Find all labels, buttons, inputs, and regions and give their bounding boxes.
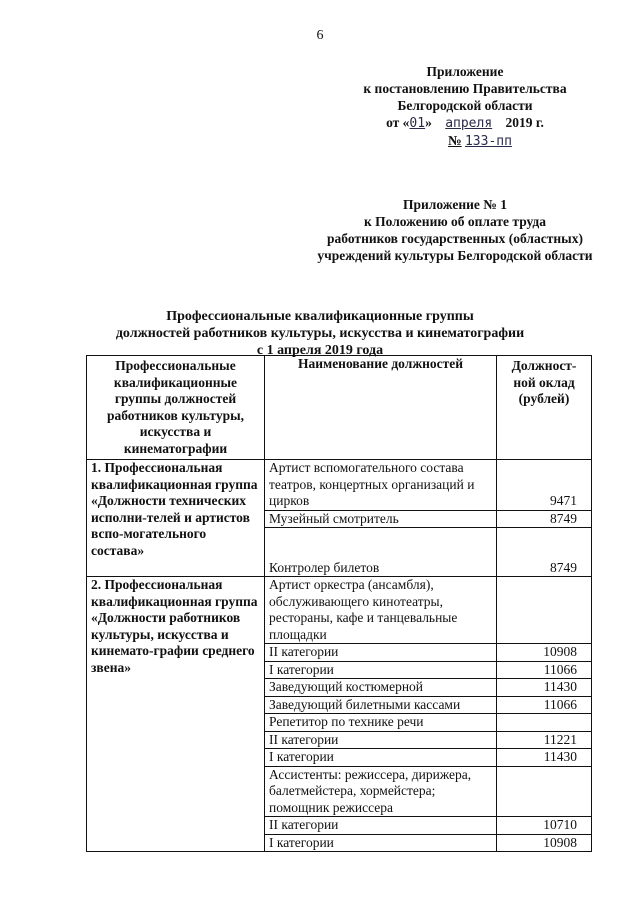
title-line-2: должностей работников культуры, искусства и кинематографии (115, 326, 525, 341)
salary-cell (497, 577, 592, 644)
table-row (87, 577, 592, 644)
salary-cell: 11430 (497, 749, 592, 767)
salary-cell (497, 714, 592, 732)
salary-cell: 11430 (497, 679, 592, 697)
position-cell: II категории (265, 731, 497, 749)
salary-cell: 8749 (497, 510, 592, 528)
number-prefix: № (448, 133, 462, 148)
position-cell: II категории (265, 644, 497, 662)
salary-cell: 10908 (497, 834, 592, 852)
salary-cell: 10710 (497, 817, 592, 835)
salary-cell: 11221 (497, 731, 592, 749)
annex-1-workers: работников государственных (областных) (327, 231, 583, 246)
page-number: 6 (316, 28, 324, 43)
title-line-3: с 1 апреля 2019 года (256, 343, 384, 358)
annex-1-title: Приложение № 1 (403, 197, 507, 212)
salary-cell: 11066 (497, 696, 592, 714)
annex-top-ref: к постановлению Правительства (363, 81, 567, 96)
position-cell: I категории (265, 661, 497, 679)
header-groups: Профессиональные квалификационные группы должностей работников культуры, искусства и кинематографии (87, 356, 265, 460)
table-header-row (87, 356, 592, 460)
date-year: 2019 г. (505, 115, 544, 130)
salary-cell: 11066 (497, 661, 592, 679)
position-cell: Артист оркестра (ансамбля), обслуживающего кинотеатры, рестораны, кафе и танцевальные площадки (265, 577, 497, 644)
header-positions: Наименование должностей (265, 356, 497, 460)
group-1-name: 1. Профессиональная квалификационная группа «Должности технических исполни-телей и артистов вспо-могательного состава» (87, 460, 265, 577)
annex-1-institutions: учреждений культуры Белгородской области (317, 248, 593, 263)
annex-top-date (330, 114, 600, 132)
position-cell: Контролер билетов (265, 528, 497, 577)
annex-top-title: Приложение (426, 64, 504, 79)
position-cell: I категории (265, 834, 497, 852)
table-row (87, 460, 592, 511)
date-mid: » (425, 115, 432, 130)
group-2-name: 2. Профессиональная квалификационная группа «Должности работников культуры, искусства и кинемато-графии среднего звена» (87, 577, 265, 852)
date-month: апреля (445, 116, 493, 131)
salary-cell: 9471 (497, 460, 592, 511)
annex-top-block (330, 63, 600, 150)
annex-1-ref: к Положению об оплате труда (363, 214, 547, 229)
document-title (0, 308, 640, 359)
annex-1-block (300, 196, 610, 264)
position-cell: I категории (265, 749, 497, 767)
position-cell: Заведующий билетными кассами (265, 696, 497, 714)
date-prefix: от « (386, 115, 410, 130)
header-salary: Должност-ной оклад (рублей) (497, 356, 592, 460)
date-day: 01 (409, 116, 426, 131)
annex-top-region: Белгородской области (397, 98, 533, 113)
title-line-1: Профессиональные квалификационные группы (166, 309, 474, 324)
position-cell: Ассистенты: режиссера, дирижера, балетмейстера, хормейстера; помощник режиссера (265, 766, 497, 817)
position-cell: Заведующий костюмерной (265, 679, 497, 697)
salary-cell: 10908 (497, 644, 592, 662)
salary-table (86, 355, 592, 852)
position-cell: Музейный смотритель (265, 510, 497, 528)
salary-cell: 8749 (497, 528, 592, 577)
salary-cell (497, 766, 592, 817)
position-cell: Репетитор по технике речи (265, 714, 497, 732)
number-value: 133-пп (464, 134, 512, 149)
annex-top-number (360, 132, 600, 150)
position-cell: II категории (265, 817, 497, 835)
position-cell: Артист вспомогательного состава театров, концертных организаций и цирков (265, 460, 497, 511)
